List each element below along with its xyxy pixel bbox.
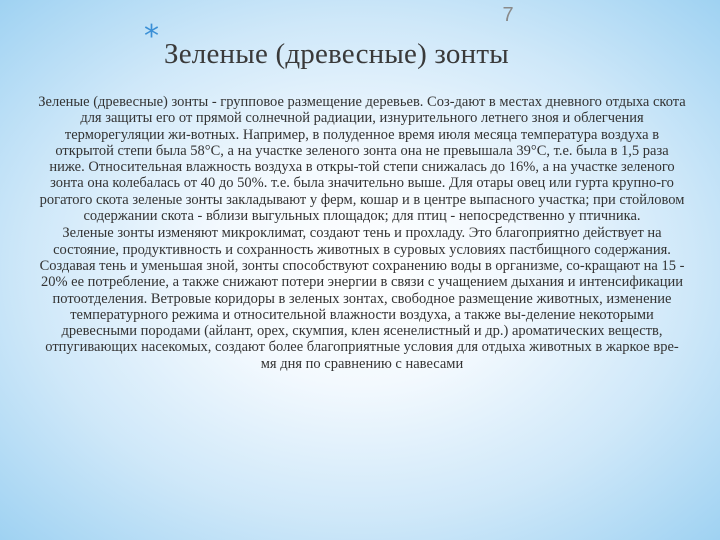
- paragraph: Зеленые (древесные) зонты - групповое размещение деревьев. Соз-дают в местах дневного отдыха скота для защиты его от прямой солнечной радиации, изнурительного летнего зноя и облегчения терморегуляции жи-вотных. Например, в полуденное время июля месяца температура воздуха в открытой степи была 58°С, а на участке зеленого зонта она не превышала 39°С, т.е. была в 1,5 раза ниже. Относительная влажность воздуха в откры-той степи снижалась до 16%, а на участке зеленого зонта она колебалась от 40 до 50%. т.е. была значительно выше. Для отары овец или гурта крупно-го рогатого скота зеленые зонты закладывают у ферм, кошар и в центре выпасного участка; при стойловом содержании скота - вблизи выгульных площадок; для птиц - непосредственно у птичника.: [38, 94, 686, 225]
- title-row: [136, 19, 606, 82]
- slide-title: Зеленые (древесные) зонты: [164, 38, 509, 70]
- slide-content: [38, 94, 686, 372]
- paragraph: Зеленые зонты изменяют микроклимат, создают тень и прохладу. Это благоприятно действует на состояние, продуктивность и сохранность животных в суровых условиях пастбищного содержания. Создавая тень и уменьшая зной, зонты способствуют сохранению воды в организме, со-кращают на 15 - 20% ее потребление, а также снижают потери энергии в связи с учащением дыхания и интенсификации потоотделения. Ветровые коридоры в зеленых зонтах, свободное размещение животных, изменение температурного режима и относительной влажности воздуха, а также вы-деление некоторыми древесными породами (айлант, орех, скумпия, клен ясенелистный и др.) ароматических веществ, отпугивающих насекомых, создают более благоприятные условия для отдыха животных в жаркое вре-мя дня по сравнению с навесами: [39, 225, 685, 372]
- slide-number: 7: [502, 4, 514, 26]
- title-bullet-icon: *: [144, 19, 159, 54]
